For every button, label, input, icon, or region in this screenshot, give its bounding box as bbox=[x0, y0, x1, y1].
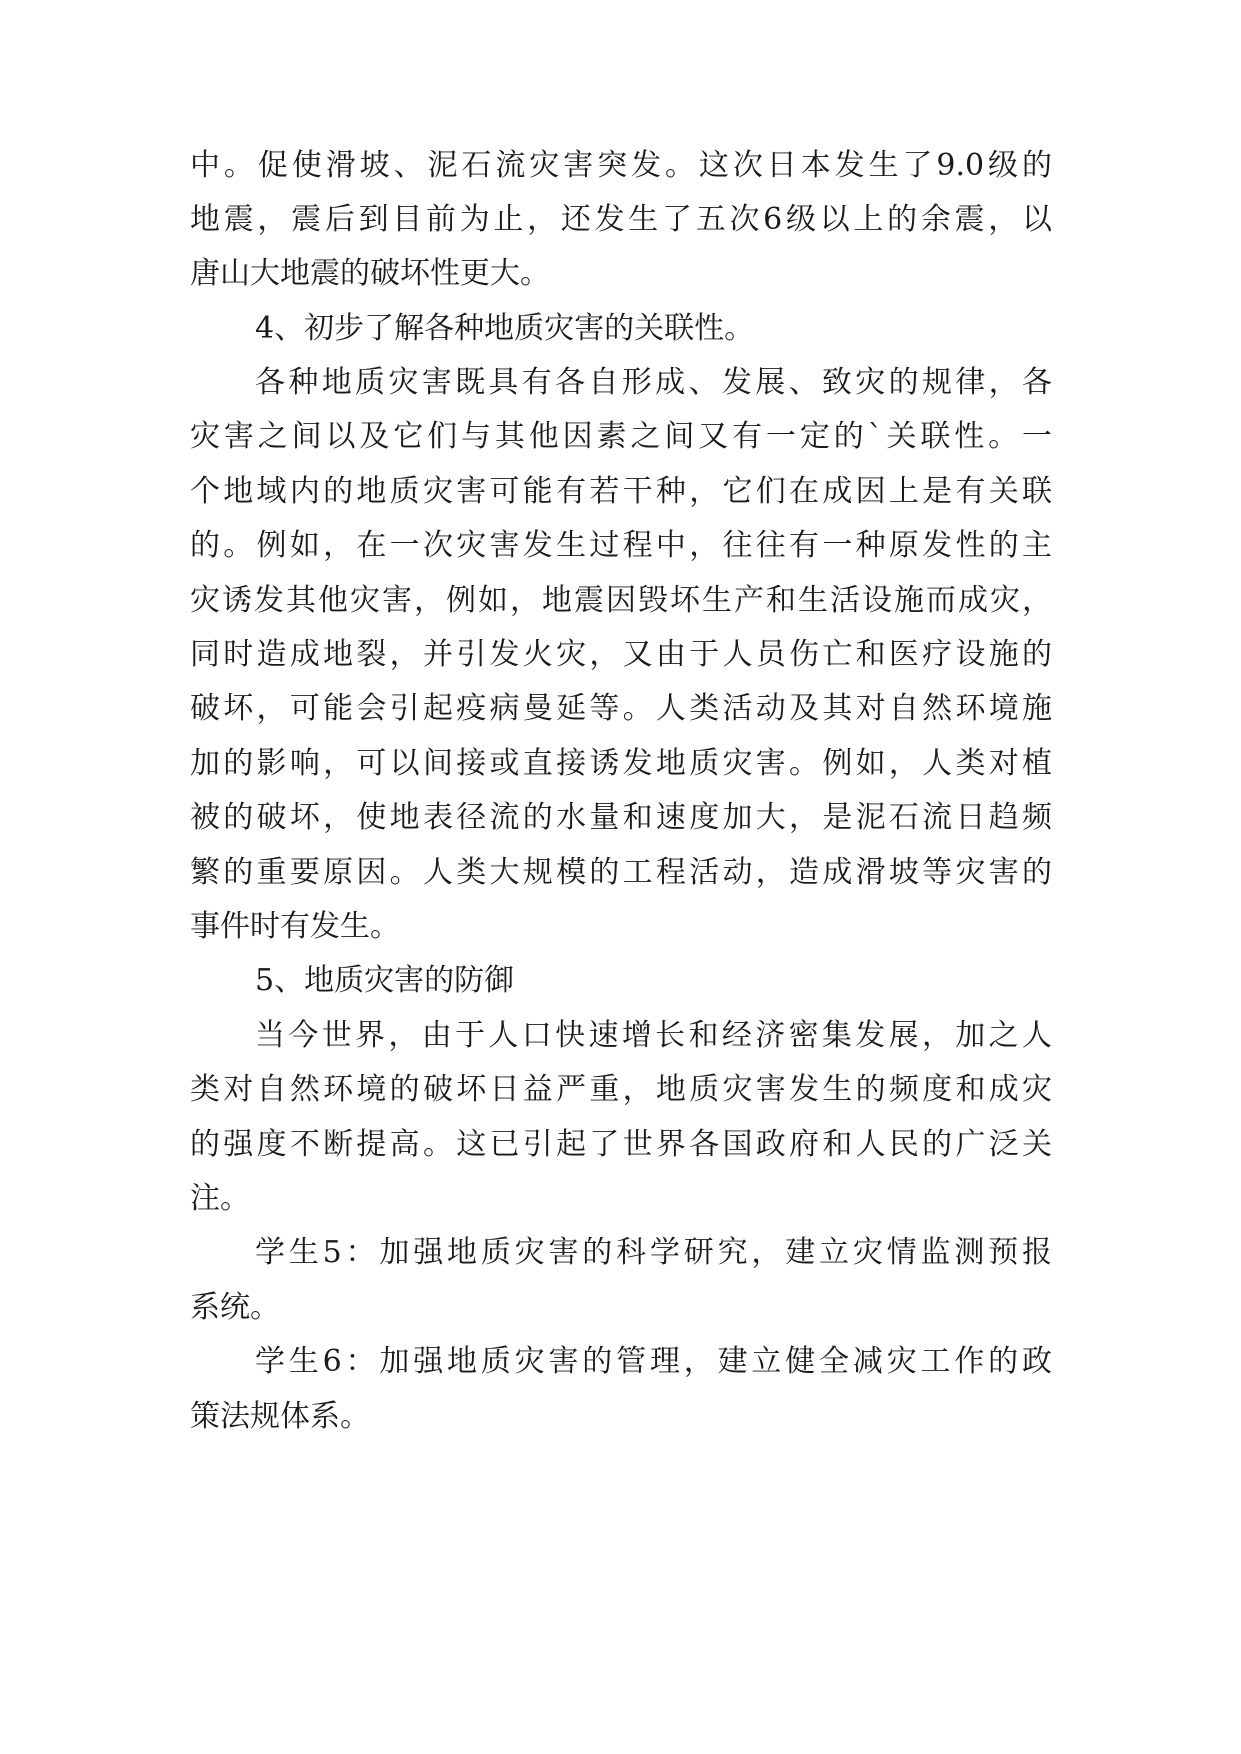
text-line: 被的破坏，使地表径流的水量和速度加大，是泥石流日趋频 bbox=[190, 800, 1052, 835]
text-line: 策法规体系。 bbox=[190, 1399, 370, 1434]
section-heading: 5、地质灾害的防御 bbox=[255, 963, 515, 998]
text-line: 地震，震后到目前为止，还发生了五次6级以上的余震，以 bbox=[190, 202, 1052, 237]
text-line: 注。 bbox=[190, 1181, 250, 1216]
text-line: 当今世界，由于人口快速增长和经济密集发展，加之人 bbox=[255, 1018, 1052, 1053]
text-line: 各种地质灾害既具有各自形成、发展、致灾的规律，各 bbox=[255, 365, 1052, 400]
text-line: 的强度不断提高。这已引起了世界各国政府和人民的广泛关 bbox=[190, 1127, 1052, 1162]
text-line: 繁的重要原因。人类大规模的工程活动，造成滑坡等灾害的 bbox=[190, 855, 1052, 890]
section-heading: 4、初步了解各种地质灾害的关联性。 bbox=[255, 311, 755, 346]
text-line: 破坏，可能会引起疫病曼延等。人类活动及其对自然环境施 bbox=[190, 691, 1052, 726]
text-line: 个地域内的地质灾害可能有若干种，它们在成因上是有关联 bbox=[190, 474, 1052, 509]
text-line: 系统。 bbox=[190, 1290, 280, 1325]
text-line: 中。促使滑坡、泥石流灾害突发。这次日本发生了9.0级的 bbox=[190, 148, 1052, 183]
text-line: 灾害之间以及它们与其他因素之间又有一定的`关联性。一 bbox=[190, 419, 1052, 454]
text-line: 学生6：加强地质灾害的管理，建立健全减灾工作的政 bbox=[255, 1344, 1052, 1379]
text-line: 事件时有发生。 bbox=[190, 909, 400, 944]
text-line: 同时造成地裂，并引发火灾，又由于人员伤亡和医疗设施的 bbox=[190, 637, 1052, 672]
text-line: 唐山大地震的破坏性更大。 bbox=[190, 256, 550, 291]
text-line: 的。例如，在一次灾害发生过程中，往往有一种原发性的主 bbox=[190, 528, 1052, 563]
text-line: 学生5：加强地质灾害的科学研究，建立灾情监测预报 bbox=[255, 1235, 1052, 1270]
text-line: 加的影响，可以间接或直接诱发地质灾害。例如，人类对植 bbox=[190, 746, 1052, 781]
text-line: 灾诱发其他灾害，例如，地震因毁坏生产和生活设施而成灾， bbox=[190, 583, 1052, 618]
text-line: 类对自然环境的破坏日益严重，地质灾害发生的频度和成灾 bbox=[190, 1072, 1052, 1107]
